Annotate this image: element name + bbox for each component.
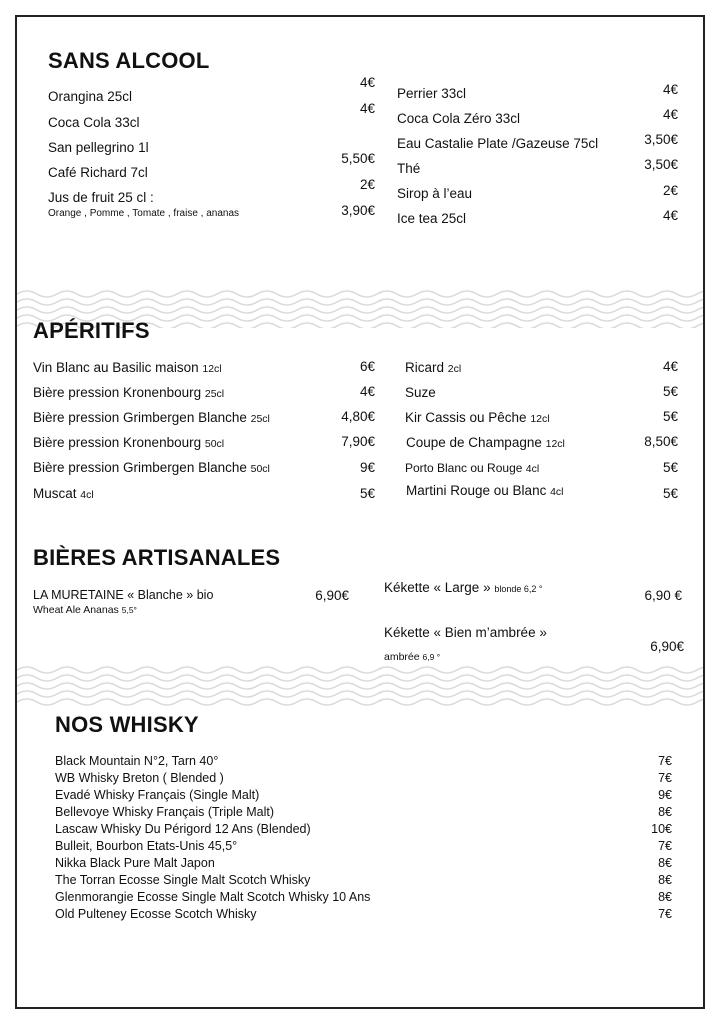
item-price: 4€ [359, 75, 375, 90]
section-title-bieres: BIÈRES ARTISANALES [33, 545, 281, 570]
item-name: Ricard 2cl [405, 360, 462, 375]
item-price: 5€ [662, 384, 678, 399]
item-name: Martini Rouge ou Blanc 4cl [406, 483, 564, 498]
item-subtext: ambrée 6,9 ° [384, 651, 441, 663]
item-price: 6,90€ [315, 588, 349, 603]
item-name: Eau Castalie Plate /Gazeuse 75cl [397, 136, 599, 151]
item-price: 7€ [658, 754, 672, 768]
item-name: Coupe de Champagne 12cl [406, 435, 565, 450]
list-item: Old Pulteney Ecosse Scotch Whisky [55, 907, 257, 921]
section-title-aperitifs: APÉRITIFS [33, 318, 150, 343]
item-price: 8,50€ [644, 434, 678, 449]
item-name: Porto Blanc ou Rouge 4cl [405, 461, 540, 475]
item-price: 10€ [651, 822, 672, 836]
item-name: Bière pression Grimbergen Blanche 25cl [33, 410, 270, 425]
item-price: 8€ [658, 805, 672, 819]
item-price: 7€ [658, 839, 672, 853]
item-price: 4,80€ [341, 409, 375, 424]
list-item: Nikka Black Pure Malt Japon [55, 856, 215, 870]
item-name: Kir Cassis ou Pêche 12cl [405, 410, 550, 425]
item-price: 6€ [359, 359, 375, 374]
section-title-sans-alcool: SANS ALCOOL [48, 48, 210, 73]
item-price: 6,90€ [650, 639, 684, 654]
item-price: 7€ [658, 907, 672, 921]
item-price: 3,50€ [644, 157, 678, 172]
item-price: 5,50€ [341, 151, 375, 166]
item-name: Coca Cola Zéro 33cl [397, 111, 521, 126]
item-name: Suze [405, 385, 436, 400]
section-title-whisky: NOS WHISKY [55, 712, 199, 737]
item-name: Kékette « Large » blonde 6,2 ° [384, 580, 543, 595]
item-name: Bière pression Kronenbourg 50cl [33, 435, 225, 450]
item-price: 3,90€ [341, 203, 375, 218]
item-price: 4€ [662, 107, 678, 122]
item-name: Sirop à l’eau [397, 186, 473, 201]
item-price: 6,90 € [644, 588, 682, 603]
item-name: Orangina 25cl [48, 89, 133, 104]
item-name: San pellegrino 1l [48, 140, 149, 155]
item-price: 2€ [359, 177, 375, 192]
item-price: 9€ [359, 460, 375, 475]
item-price: 4€ [662, 359, 678, 374]
item-name: Kékette « Bien m’ambrée » [384, 625, 547, 640]
list-item: The Torran Ecosse Single Malt Scotch Whisky [55, 873, 311, 887]
list-item: Lascaw Whisky Du Périgord 12 Ans (Blended) [55, 822, 311, 836]
item-price: 5€ [662, 486, 678, 501]
item-name: Coca Cola 33cl [48, 115, 140, 130]
item-name: Thé [397, 161, 421, 176]
item-subtext: Orange , Pomme , Tomate , fraise , ananas [48, 208, 240, 219]
item-price: 5€ [662, 409, 678, 424]
list-item: Evadé Whisky Français (Single Malt) [55, 788, 260, 802]
item-name: Perrier 33cl [397, 86, 467, 101]
item-price: 3,50€ [644, 132, 678, 147]
list-item: Glenmorangie Ecosse Single Malt Scotch Whisky 10 Ans [55, 890, 371, 904]
item-price: 4€ [662, 208, 678, 223]
item-price: 9€ [658, 788, 672, 802]
item-name: Vin Blanc au Basilic maison 12cl [33, 360, 222, 375]
item-price: 2€ [662, 183, 678, 198]
item-price: 5€ [359, 486, 375, 501]
item-price: 8€ [658, 873, 672, 887]
item-name: Bière pression Kronenbourg 25cl [33, 385, 225, 400]
item-price: 7,90€ [341, 434, 375, 449]
list-item: Bellevoye Whisky Français (Triple Malt) [55, 805, 275, 819]
list-item: WB Whisky Breton ( Blended ) [55, 771, 224, 785]
item-price: 7€ [658, 771, 672, 785]
item-name: Bière pression Grimbergen Blanche 50cl [33, 460, 270, 475]
list-item: Black Mountain N°2, Tarn 40° [55, 754, 219, 768]
item-price: 5€ [662, 460, 678, 475]
item-price: 4€ [359, 101, 375, 116]
item-name: Café Richard 7cl [48, 165, 148, 180]
item-subtext: Wheat Ale Ananas 5,5° [33, 604, 137, 616]
list-item: Bulleit, Bourbon Etats-Unis 45,5° [55, 839, 238, 853]
item-name: Muscat 4cl [33, 486, 94, 501]
item-name: Ice tea 25cl [397, 211, 467, 226]
item-price: 4€ [359, 384, 375, 399]
item-name: LA MURETAINE « Blanche » bio [33, 588, 214, 602]
item-price: 8€ [658, 856, 672, 870]
item-name: Jus de fruit 25 cl : [48, 190, 154, 205]
item-price: 4€ [662, 82, 678, 97]
item-price: 8€ [658, 890, 672, 904]
